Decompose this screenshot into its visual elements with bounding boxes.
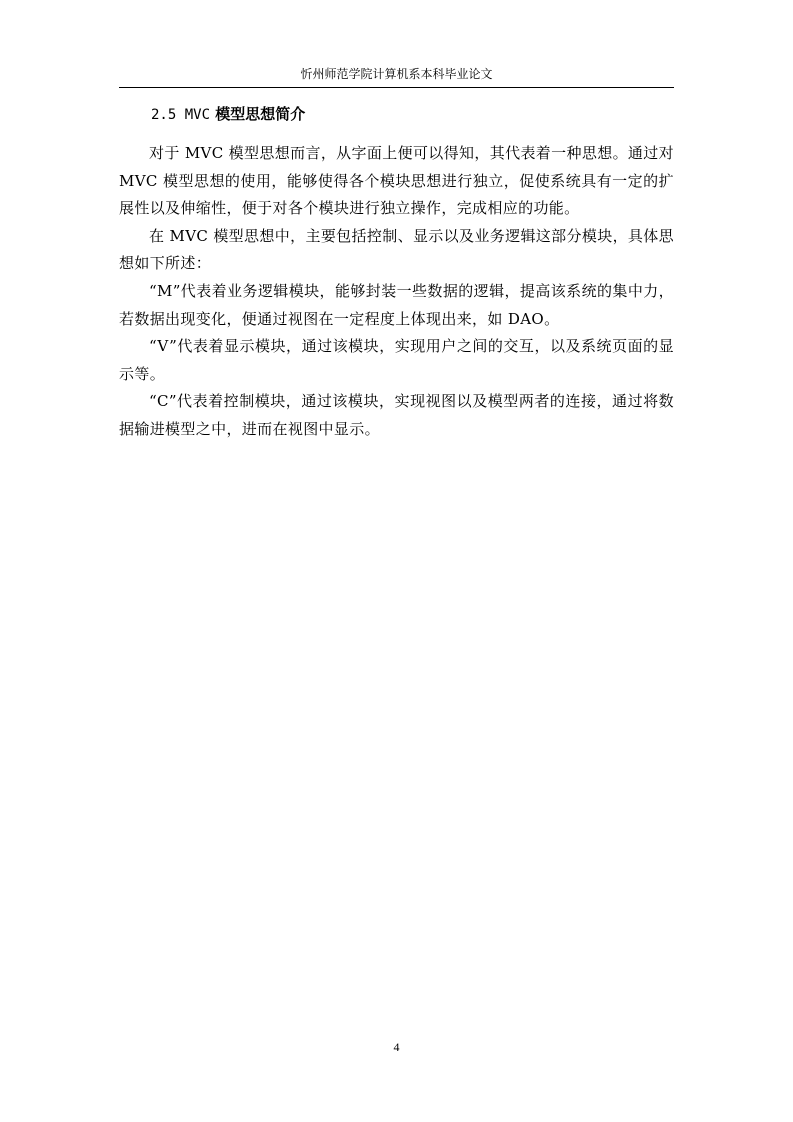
paragraph-mvc-intro: 对于 MVC 模型思想而言，从字面上便可以得知，其代表着一种思想。通过对 MVC 模型思想的使用，能够使得各个模块思想进行独立，促使系统具有一定的扩展性以及伸缩性，便于对各个模块进行独立操作，完成相应的功能。 — [119, 144, 674, 218]
running-header: 忻州师范学院计算机系本科毕业论文 — [300, 67, 493, 81]
paragraph-view: “V”代表着显示模块，通过该模块，实现用户之间的交互，以及系统页面的显示等。 — [119, 337, 674, 383]
paragraph-model: “M”代表着业务逻辑模块，能够封装一些数据的逻辑，提高该系统的集中力，若数据出现变化，便通过视图在一定程度上体现出来，如 DAO。 — [119, 281, 674, 328]
section-heading — [151, 104, 305, 125]
page-number: 4 — [393, 1040, 400, 1054]
header-divider — [119, 87, 674, 88]
section-number: 2.5 MVC — [151, 107, 211, 123]
paragraph-mvc-modules: 在 MVC 模型思想中，主要包括控制、显示以及业务逻辑这部分模块，具体思想如下所述： — [119, 226, 674, 273]
paragraph-controller: “C”代表着控制模块，通过该模块，实现视图以及模型两者的连接，通过将数据输进模型之中，进而在视图中显示。 — [119, 392, 674, 438]
section-title: 模型思想简介 — [215, 105, 306, 123]
body-text — [119, 140, 674, 444]
